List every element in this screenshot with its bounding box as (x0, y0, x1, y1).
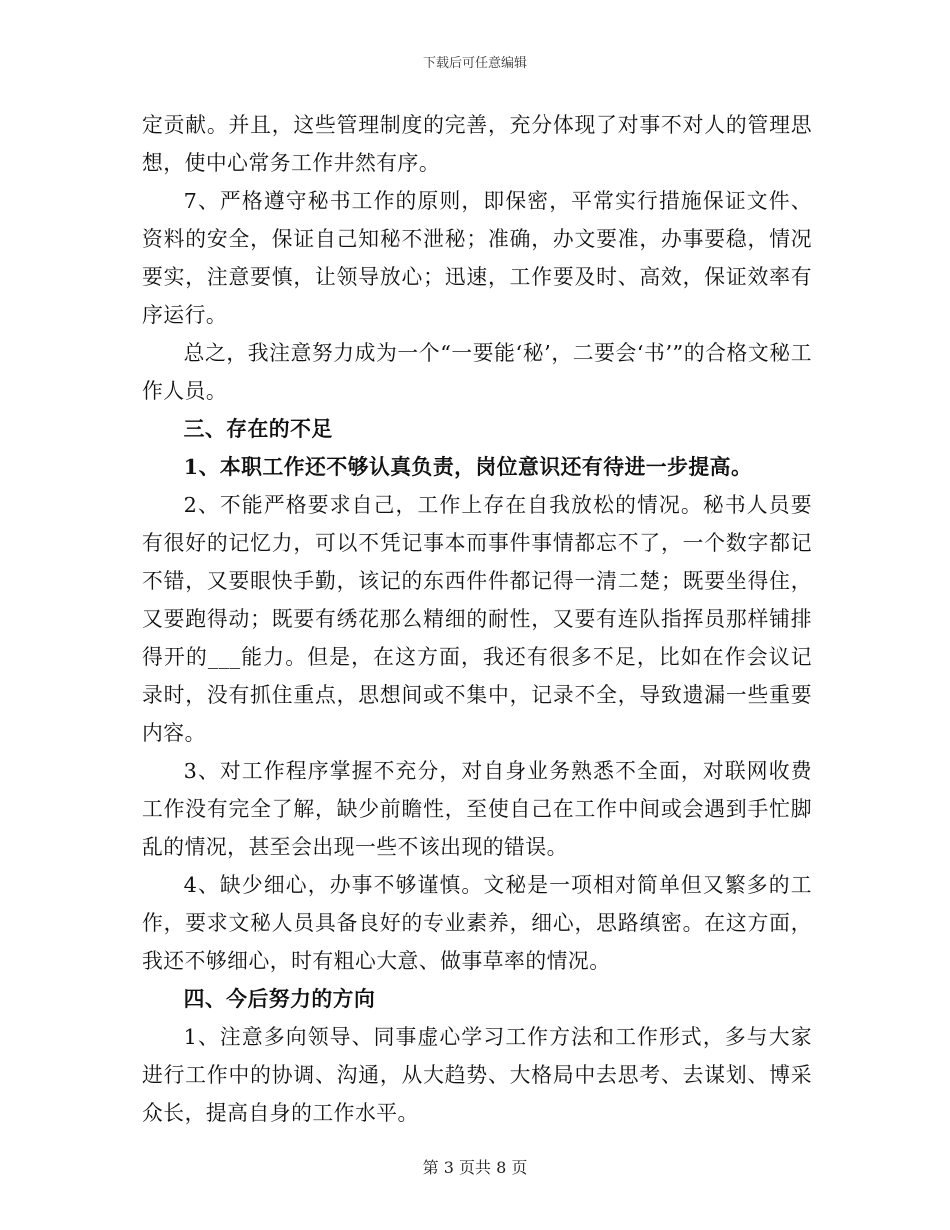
document-body (142, 106, 812, 1132)
paragraph: 4、缺少细心，办事不够谨慎。文秘是一项相对简单但又繁多的工作，要求文秘人员具备良好的专业素养，细心，思路缜密。在这方面，我还不够细心，时有粗心大意、做事草率的情况。 (142, 873, 812, 973)
paragraph: 2、不能严格要求自己，工作上存在自我放松的情况。秘书人员要有很好的记忆力，可以不凭记事本而事件事情都忘不了，一个数字都记不错，又要眼快手勤，该记的东西件件都记得一清二楚；既要坐得住，又要跑得动；既要有绣花那么精细的耐性，又要有连队指挥员那样铺排得开的___能力。但是，在这方面，我还有很多不足，比如在作会议记录时，没有抓住重点，思想间或不集中，记录不全，导致遗漏一些重要内容。 (142, 493, 812, 745)
paragraph: 1、本职工作还不够认真负责，岗位意识还有待进一步提高。 (183, 454, 753, 479)
page-header: 下载后可任意编辑 (422, 56, 527, 71)
paragraph: 总之，我注意努力成为一个“一要能‘秘’，二要会‘书’”的合格文秘工作人员。 (142, 341, 812, 403)
paragraph: 1、注意多向领导、同事虚心学习工作方法和工作形式，多与大家进行工作中的协调、沟通，从大趋势、大格局中去思考、去谋划、博采众长，提高自身的工作水平。 (142, 1025, 812, 1125)
section-heading: 四、今后努力的方向 (183, 986, 376, 1011)
section-heading: 三、存在的不足 (183, 416, 333, 441)
page-number-footer: 第 3 页共 8 页 (422, 1158, 528, 1177)
paragraph: 定贡献。并且，这些管理制度的完善，充分体现了对事不对人的管理思想，使中心常务工作井然有序。 (142, 113, 812, 175)
paragraph: 7、严格遵守秘书工作的原则，即保密，平常实行措施保证文件、资料的安全，保证自己知秘不泄秘；准确，办文要准，办事要稳，情况要实，注意要慎，让领导放心；迅速，工作要及时、高效，保证效率有序运行。 (142, 189, 812, 327)
paragraph: 3、对工作程序掌握不充分，对自身业务熟悉不全面，对联网收费工作没有完全了解，缺少前瞻性，至使自己在工作中间或会遇到手忙脚乱的情况，甚至会出现一些不该出现的错误。 (142, 759, 812, 859)
